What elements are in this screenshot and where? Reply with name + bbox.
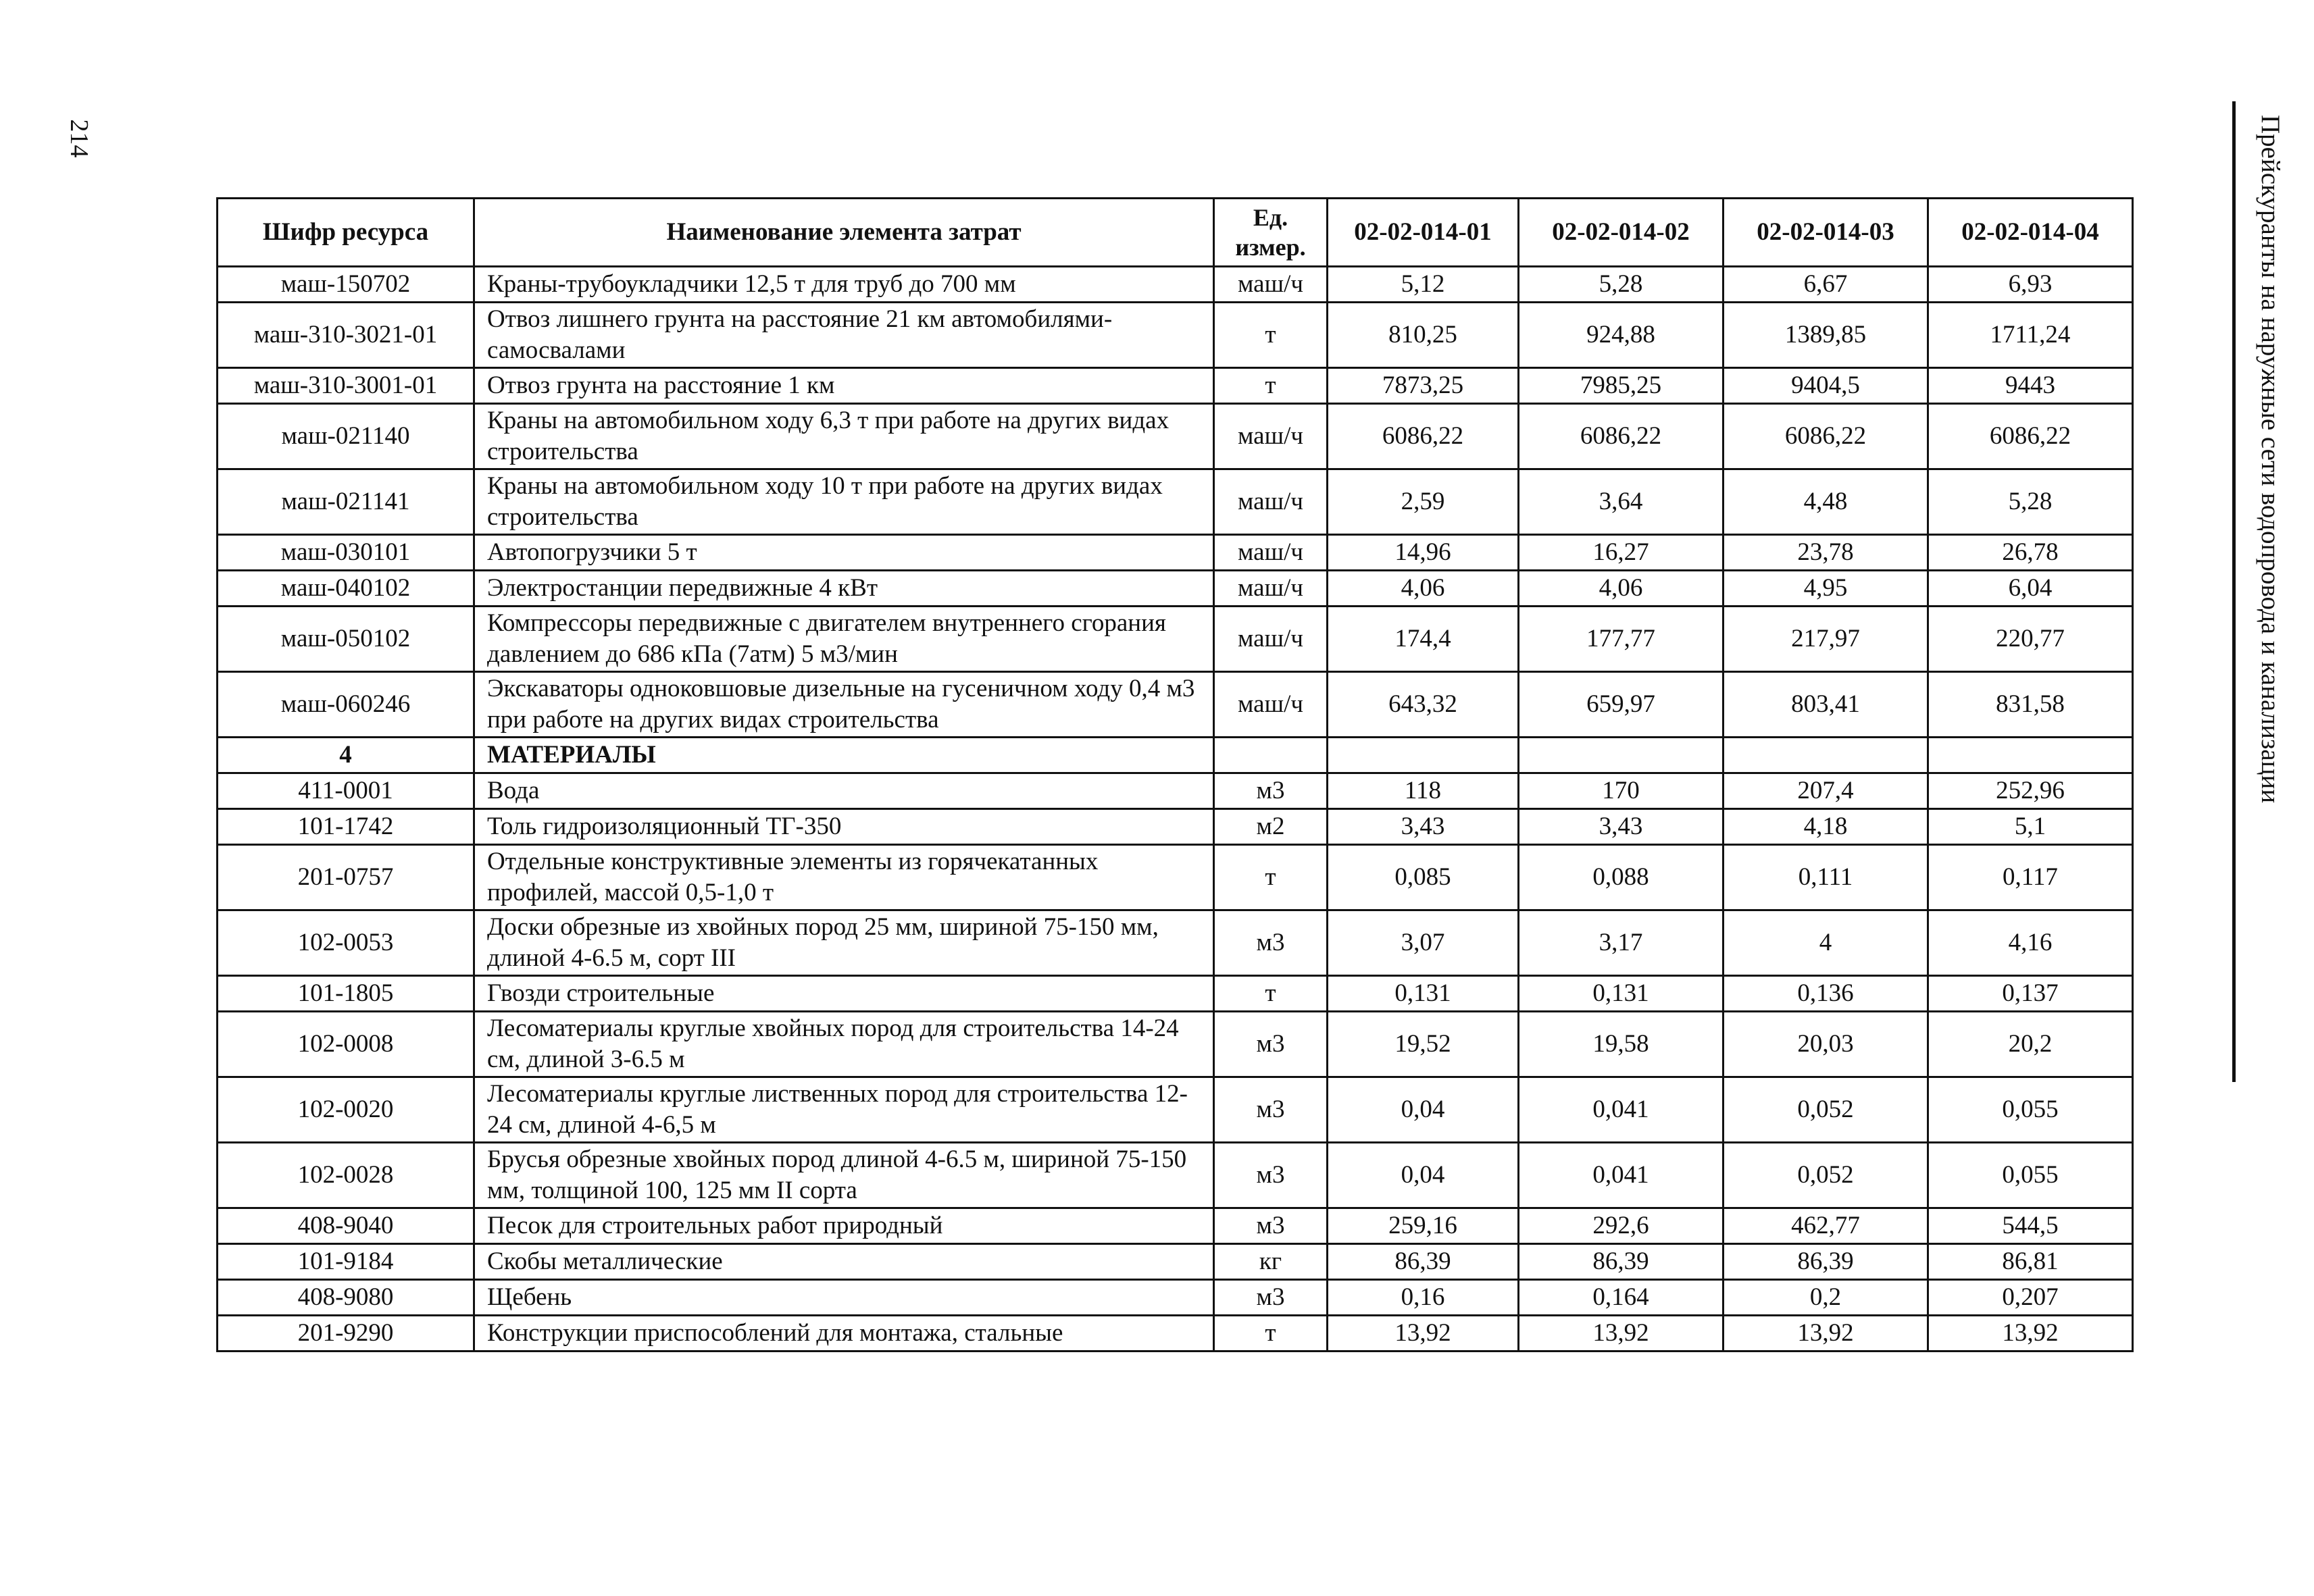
cell-name: Электростанции передвижные 4 кВт: [474, 571, 1214, 607]
cell-code: маш-021140: [218, 404, 474, 469]
header-unit: Ед. измер.: [1214, 199, 1328, 267]
cell-code: маш-030101: [218, 535, 474, 571]
cell-value-1: 174,4: [1328, 607, 1519, 672]
table-row: [218, 672, 2133, 738]
cell-value-3: 4,95: [1724, 571, 1928, 607]
cell-value-4: 5,1: [1928, 809, 2133, 845]
cell-value-2: 3,43: [1519, 809, 1724, 845]
cell-value-4: 0,207: [1928, 1280, 2133, 1316]
cell-value-3: 86,39: [1724, 1244, 1928, 1280]
cell-unit: т: [1214, 845, 1328, 910]
cell-value-4: 9443: [1928, 368, 2133, 404]
table-row: [218, 607, 2133, 672]
cell-value-1: 0,085: [1328, 845, 1519, 910]
cell-unit: м2: [1214, 809, 1328, 845]
cell-unit: маш/ч: [1214, 672, 1328, 738]
side-rule-divider: [2232, 101, 2236, 1082]
cell-code: 101-1805: [218, 976, 474, 1012]
cell-value-2: 16,27: [1519, 535, 1724, 571]
cell-value-1: 3,43: [1328, 809, 1519, 845]
cell-unit: маш/ч: [1214, 267, 1328, 303]
cell-value-1: 5,12: [1328, 267, 1519, 303]
cell-value-4: 13,92: [1928, 1316, 2133, 1352]
cell-value-3: 217,97: [1724, 607, 1928, 672]
header-col-3: 02-02-014-03: [1724, 199, 1928, 267]
cell-unit: м3: [1214, 910, 1328, 976]
cell-value-1: 259,16: [1328, 1208, 1519, 1244]
cell-value-4: 4,16: [1928, 910, 2133, 976]
cell-value-3: 462,77: [1724, 1208, 1928, 1244]
cell-code: маш-310-3001-01: [218, 368, 474, 404]
cell-name: Конструкции приспособлений для монтажа, стальные: [474, 1316, 1214, 1352]
page-number: 214: [65, 119, 93, 158]
cell-value-2: 4,06: [1519, 571, 1724, 607]
cell-value-1: 2,59: [1328, 469, 1519, 535]
cell-value-1: 14,96: [1328, 535, 1519, 571]
cell-name: Брусья обрезные хвойных пород длиной 4-6.5 м, шириной 75-150 мм, толщиной 100, 125 мм II сорта: [474, 1143, 1214, 1208]
table-row: [218, 469, 2133, 535]
cell-value-3: 0,052: [1724, 1143, 1928, 1208]
table-row: [218, 1244, 2133, 1280]
cell-unit: м3: [1214, 1143, 1328, 1208]
cell-name: Доски обрезные из хвойных пород 25 мм, шириной 75-150 мм, длиной 4-6.5 м, сорт III: [474, 910, 1214, 976]
cell-unit: кг: [1214, 1244, 1328, 1280]
cell-value-4: 831,58: [1928, 672, 2133, 738]
side-running-title: Прейскуранты на наружные сети водопровода и канализации: [2256, 115, 2285, 804]
cell-value-2: 3,64: [1519, 469, 1724, 535]
cell-value-4: [1928, 738, 2133, 773]
cell-value-2: 659,97: [1519, 672, 1724, 738]
header-col-2: 02-02-014-02: [1519, 199, 1724, 267]
cell-code: 408-9040: [218, 1208, 474, 1244]
cell-value-3: 0,136: [1724, 976, 1928, 1012]
table-row: [218, 845, 2133, 910]
cell-value-1: 643,32: [1328, 672, 1519, 738]
cell-code: 101-1742: [218, 809, 474, 845]
cell-value-4: 6086,22: [1928, 404, 2133, 469]
table-row: [218, 976, 2133, 1012]
cell-value-1: 19,52: [1328, 1012, 1519, 1077]
cell-value-3: 0,111: [1724, 845, 1928, 910]
cell-unit: м3: [1214, 1280, 1328, 1316]
cell-unit: м3: [1214, 773, 1328, 809]
cell-value-4: 0,055: [1928, 1077, 2133, 1143]
cell-unit: маш/ч: [1214, 571, 1328, 607]
table-row: [218, 773, 2133, 809]
cell-value-2: 7985,25: [1519, 368, 1724, 404]
cell-name: Компрессоры передвижные с двигателем внутреннего сгорания давлением до 686 кПа (7атм) 5 м3/мин: [474, 607, 1214, 672]
cell-name: Вода: [474, 773, 1214, 809]
cell-name: Гвозди строительные: [474, 976, 1214, 1012]
table-row: [218, 1280, 2133, 1316]
table-row: [218, 404, 2133, 469]
cell-value-2: 170: [1519, 773, 1724, 809]
cell-value-3: 4,18: [1724, 809, 1928, 845]
table-row: [218, 1316, 2133, 1352]
cell-value-1: 0,16: [1328, 1280, 1519, 1316]
header-code: Шифр ресурса: [218, 199, 474, 267]
cell-code: маш-040102: [218, 571, 474, 607]
cell-code: 408-9080: [218, 1280, 474, 1316]
cell-value-1: 3,07: [1328, 910, 1519, 976]
cell-value-3: 0,052: [1724, 1077, 1928, 1143]
cell-value-3: 4,48: [1724, 469, 1928, 535]
cell-name: Скобы металлические: [474, 1244, 1214, 1280]
cell-value-1: 0,131: [1328, 976, 1519, 1012]
cell-value-2: 13,92: [1519, 1316, 1724, 1352]
cell-name: Песок для строительных работ природный: [474, 1208, 1214, 1244]
cell-unit: маш/ч: [1214, 469, 1328, 535]
cell-value-1: 4,06: [1328, 571, 1519, 607]
cell-name: Краны на автомобильном ходу 6,3 т при работе на других видах строительства: [474, 404, 1214, 469]
cell-value-4: 1711,24: [1928, 303, 2133, 368]
cell-code: 101-9184: [218, 1244, 474, 1280]
cell-name: Автопогрузчики 5 т: [474, 535, 1214, 571]
table-row: [218, 303, 2133, 368]
cell-value-1: 810,25: [1328, 303, 1519, 368]
cell-value-2: 5,28: [1519, 267, 1724, 303]
cell-name: Толь гидроизоляционный ТГ-350: [474, 809, 1214, 845]
table-header-row: [218, 199, 2133, 267]
cell-value-2: 3,17: [1519, 910, 1724, 976]
cell-value-2: 86,39: [1519, 1244, 1724, 1280]
cell-name: Отвоз лишнего грунта на расстояние 21 км автомобилями-самосвалами: [474, 303, 1214, 368]
cell-value-2: 0,041: [1519, 1143, 1724, 1208]
cell-name: Лесоматериалы круглые хвойных пород для строительства 14-24 см, длиной 3-6.5 м: [474, 1012, 1214, 1077]
table-row: [218, 571, 2133, 607]
cell-value-3: 23,78: [1724, 535, 1928, 571]
cell-value-2: 19,58: [1519, 1012, 1724, 1077]
cell-name: Лесоматериалы круглые лиственных пород для строительства 12-24 см, длиной 4-6,5 м: [474, 1077, 1214, 1143]
cell-value-2: 924,88: [1519, 303, 1724, 368]
header-name: Наименование элемента затрат: [474, 199, 1214, 267]
price-table: [216, 197, 2134, 1352]
cell-value-3: 207,4: [1724, 773, 1928, 809]
cell-unit: маш/ч: [1214, 535, 1328, 571]
cell-unit: маш/ч: [1214, 607, 1328, 672]
cell-value-4: 0,055: [1928, 1143, 2133, 1208]
cell-unit: т: [1214, 976, 1328, 1012]
cell-value-4: 20,2: [1928, 1012, 2133, 1077]
table-row: [218, 267, 2133, 303]
cell-unit: т: [1214, 368, 1328, 404]
table-row: [218, 1143, 2133, 1208]
section-row-materials: [218, 738, 2133, 773]
cell-value-4: 86,81: [1928, 1244, 2133, 1280]
cell-value-4: 6,93: [1928, 267, 2133, 303]
cell-value-1: 13,92: [1328, 1316, 1519, 1352]
cell-value-1: [1328, 738, 1519, 773]
cell-value-3: 4: [1724, 910, 1928, 976]
cell-code: 102-0020: [218, 1077, 474, 1143]
cell-code: 201-0757: [218, 845, 474, 910]
cell-code: маш-021141: [218, 469, 474, 535]
header-col-1: 02-02-014-01: [1328, 199, 1519, 267]
table-row: [218, 1012, 2133, 1077]
cell-value-3: 0,2: [1724, 1280, 1928, 1316]
cell-value-1: 118: [1328, 773, 1519, 809]
cell-code: маш-050102: [218, 607, 474, 672]
cell-value-1: 0,04: [1328, 1143, 1519, 1208]
cell-unit: т: [1214, 303, 1328, 368]
table-row: [218, 1077, 2133, 1143]
cell-value-4: 26,78: [1928, 535, 2133, 571]
table-row: [218, 910, 2133, 976]
cell-value-2: 177,77: [1519, 607, 1724, 672]
cell-section-number: 4: [218, 738, 474, 773]
cell-unit: [1214, 738, 1328, 773]
cell-unit: м3: [1214, 1077, 1328, 1143]
cell-code: 102-0008: [218, 1012, 474, 1077]
table-row: [218, 368, 2133, 404]
table-row: [218, 535, 2133, 571]
cell-value-2: 0,041: [1519, 1077, 1724, 1143]
cell-unit: м3: [1214, 1208, 1328, 1244]
cell-name: Краны на автомобильном ходу 10 т при работе на других видах строительства: [474, 469, 1214, 535]
cell-value-3: 6086,22: [1724, 404, 1928, 469]
cell-value-3: 20,03: [1724, 1012, 1928, 1077]
cell-value-3: 9404,5: [1724, 368, 1928, 404]
cell-unit: м3: [1214, 1012, 1328, 1077]
cell-name: Отдельные конструктивные элементы из горячекатанных профилей, массой 0,5-1,0 т: [474, 845, 1214, 910]
cell-name: Отвоз грунта на расстояние 1 км: [474, 368, 1214, 404]
cell-name: Экскаваторы одноковшовые дизельные на гусеничном ходу 0,4 м3 при работе на других видах строительства: [474, 672, 1214, 738]
cell-code: маш-150702: [218, 267, 474, 303]
cell-code: 411-0001: [218, 773, 474, 809]
cell-value-4: 5,28: [1928, 469, 2133, 535]
cell-value-3: [1724, 738, 1928, 773]
cell-value-2: 0,164: [1519, 1280, 1724, 1316]
cell-name: Краны-трубоукладчики 12,5 т для труб до 700 мм: [474, 267, 1214, 303]
cell-code: 102-0028: [218, 1143, 474, 1208]
cell-code: маш-060246: [218, 672, 474, 738]
cell-value-3: 803,41: [1724, 672, 1928, 738]
cell-unit: маш/ч: [1214, 404, 1328, 469]
cell-value-2: [1519, 738, 1724, 773]
cell-value-3: 13,92: [1724, 1316, 1928, 1352]
cell-unit: т: [1214, 1316, 1328, 1352]
cell-value-4: 0,137: [1928, 976, 2133, 1012]
cell-code: 201-9290: [218, 1316, 474, 1352]
cell-value-3: 1389,85: [1724, 303, 1928, 368]
cell-code: маш-310-3021-01: [218, 303, 474, 368]
cell-value-1: 86,39: [1328, 1244, 1519, 1280]
cell-value-1: 6086,22: [1328, 404, 1519, 469]
cell-value-2: 0,088: [1519, 845, 1724, 910]
cell-value-4: 252,96: [1928, 773, 2133, 809]
cell-value-1: 7873,25: [1328, 368, 1519, 404]
cell-value-2: 6086,22: [1519, 404, 1724, 469]
cell-code: 102-0053: [218, 910, 474, 976]
cell-value-4: 6,04: [1928, 571, 2133, 607]
cell-value-2: 292,6: [1519, 1208, 1724, 1244]
cell-value-2: 0,131: [1519, 976, 1724, 1012]
cell-value-1: 0,04: [1328, 1077, 1519, 1143]
cell-name: Щебень: [474, 1280, 1214, 1316]
table-row: [218, 1208, 2133, 1244]
header-col-4: 02-02-014-04: [1928, 199, 2133, 267]
cell-value-4: 544,5: [1928, 1208, 2133, 1244]
table-row: [218, 809, 2133, 845]
cell-value-4: 0,117: [1928, 845, 2133, 910]
cell-value-4: 220,77: [1928, 607, 2133, 672]
cell-section-title: МАТЕРИАЛЫ: [474, 738, 1214, 773]
cell-value-3: 6,67: [1724, 267, 1928, 303]
